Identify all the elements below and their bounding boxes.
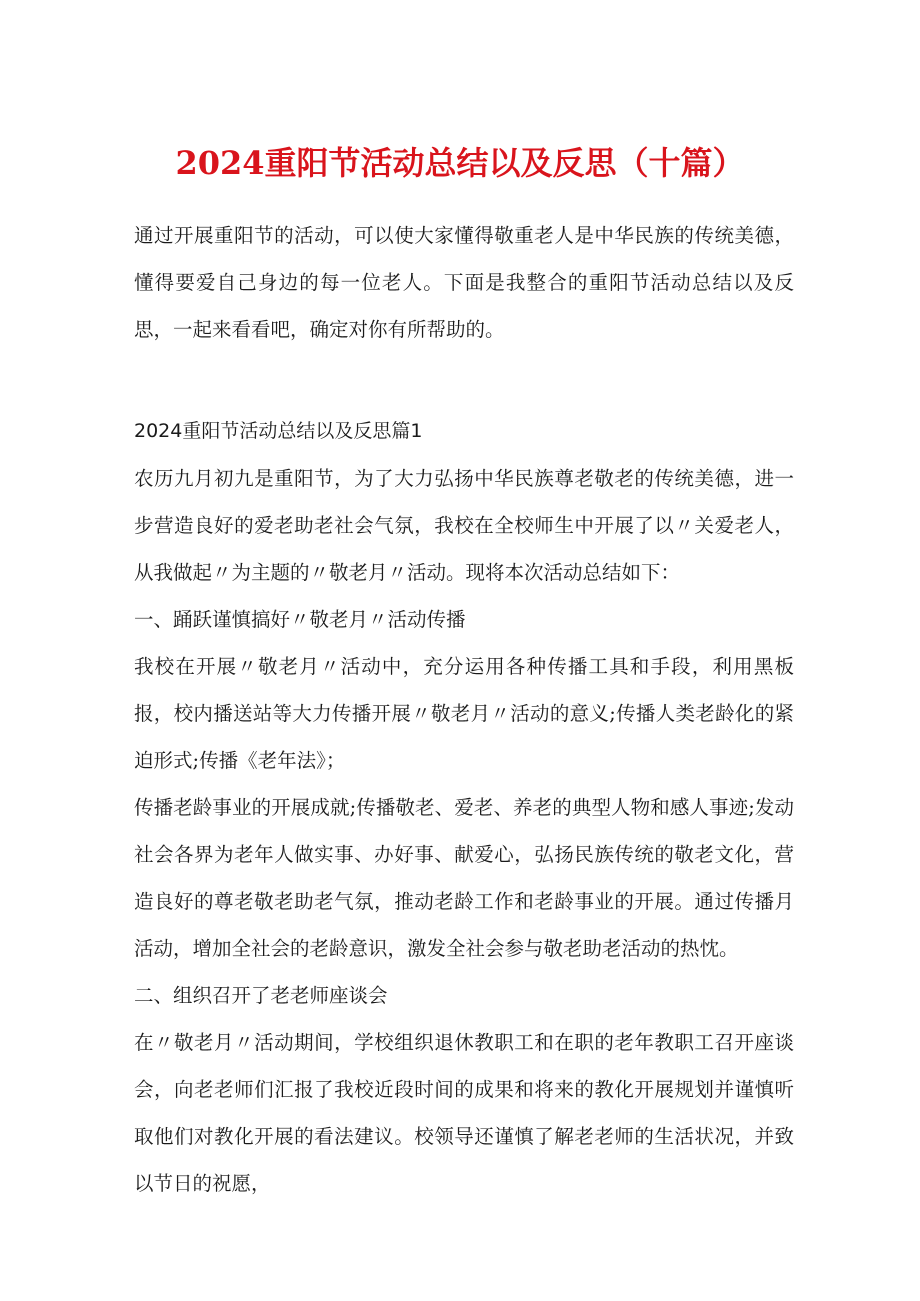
intro-block (134, 212, 794, 353)
intro-paragraph: 通过开展重阳节的活动，可以使大家懂得敬重老人是中华民族的传统美德，懂得要爱自己身边的每一位老人。下面是我整合的重阳节活动总结以及反思，一起来看看吧，确定对你有所帮助的。 (134, 224, 794, 341)
subheading-2: 二、组织召开了老老师座谈会 (134, 984, 388, 1007)
paragraph-3: 传播老龄事业的开展成就;传播敬老、爱老、养老的典型人物和感人事迹;发动社会各界为老年人做实事、办好事、献爱心，弘扬民族传统的敬老文化，营造良好的尊老敬老助老气氛，推动老龄工作和老龄事业的开展。通过传播月活动，增加全社会的老龄意识，激发全社会参与敬老助老活动的热忱。 (134, 796, 794, 960)
section-title: 2024重阳节活动总结以及反思篇1 (134, 420, 423, 442)
subheading-1: 一、踊跃谨慎搞好〃敬老月〃活动传播 (134, 608, 466, 631)
paragraph-2: 我校在开展〃敬老月〃活动中，充分运用各种传播工具和手段，利用黑板报，校内播送站等大力传播开展〃敬老月〃活动的意义;传播人类老龄化的紧迫形式;传播《老年法》； (134, 655, 794, 772)
paragraph-4: 在〃敬老月〃活动期间，学校组织退休教职工和在职的老年教职工召开座谈会，向老老师们汇报了我校近段时间的成果和将来的教化开展规划并谨慎听取他们对教化开展的看法建议。校领导还谨慎了解老老师的生活状况，并致以节日的祝愿， (134, 1031, 794, 1195)
document-title: 2024重阳节活动总结以及反思（十篇） (175, 144, 745, 182)
paragraph-1: 农历九月初九是重阳节，为了大力弘扬中华民族尊老敬老的传统美德，进一步营造良好的爱老助老社会气氛，我校在全校师生中开展了以〃关爱老人，从我做起〃为主题的〃敬老月〃活动。现将本次活动总结如下： (134, 467, 794, 584)
article-body (134, 408, 794, 1207)
